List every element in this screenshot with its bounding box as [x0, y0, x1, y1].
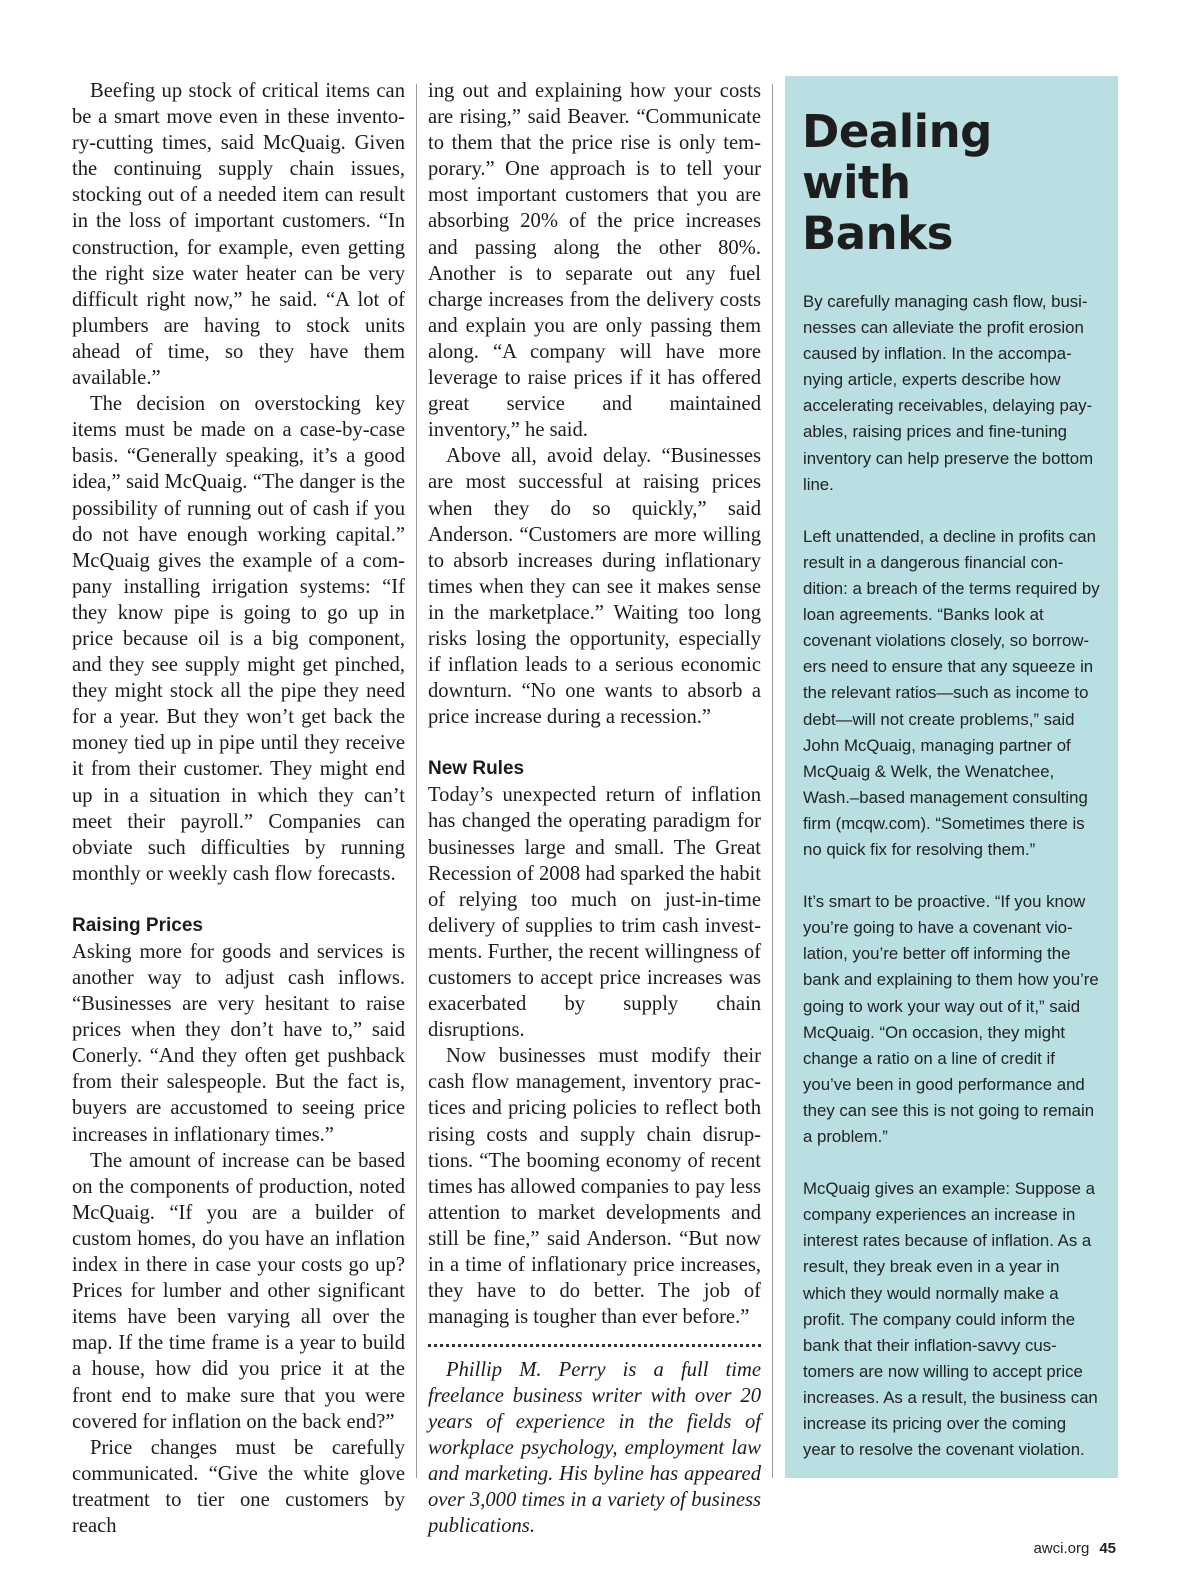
- sidebar-paragraph: McQuaig gives an example: Suppose a company experiences an increase in interest rates because of inflation. As a result, they break even in a year in which they would normally make a profit. The company could inform the bank that their inflation-savvy customers are now willing to accept price increases. As a result, the business can increase its pricing over the coming year to resolve the covenant violation.: [803, 1179, 1098, 1460]
- column-divider: [416, 84, 417, 1478]
- sidebar-title-line-1: Dealing with: [802, 105, 992, 209]
- footer-site-link[interactable]: awci.org: [1033, 1540, 1090, 1557]
- section-heading-raising-prices: Raising Prices: [72, 914, 203, 936]
- dotted-separator: [428, 1344, 761, 1347]
- article-column-1: [72, 78, 405, 1539]
- article-paragraph: Above all, avoid delay. “Businesses are most successful at raising prices when they do so quickly,” said Anderson. “Customers are more willing to absorb increases during inflationary times when they can see it makes sense in the marketplace.” Waiting too long risks losing the opportunity, especially if inflation leads to a serious economic downturn. “No one wants to absorb a price increase during a recession.”: [428, 445, 761, 729]
- article-column-2: [428, 78, 761, 1539]
- article-paragraph: Asking more for goods and services is another way to adjust cash inflows. “Businesses are very hesitant to raise prices when they don’t have to,” said Conerly. “And they often get pushback from their salespeople. But the fact is, buyers are accustomed to seeing price increases in inflationary times.”: [72, 940, 405, 1146]
- page-footer: [1033, 1540, 1116, 1557]
- column-divider: [772, 84, 773, 1478]
- author-bio: Phillip M. Perry is a full time freelance business writer with over 20 years of experience in the fields of workplace psychology, employment law and marketing. His byline has appeared over 3,000 times in a variety of business publications.: [428, 1359, 761, 1538]
- sidebar-paragraph: By carefully managing cash flow, businesses can alleviate the profit erosion caused by inflation. In the accompanying article, experts describe how accelerating receivables, delaying payables, raising prices and fine-tuning inventory can help preserve the bottom line.: [803, 292, 1094, 494]
- article-paragraph: The amount of increase can be based on the components of production, noted McQuaig. “If you are a builder of custom homes, do you have an inflation index in there in case your costs go up? Prices for lumber and other significant items have been varying all over the map. If the time frame is a year to build a house, how did you price it at the front end to make sure that you were covered for inflation on the back end?”: [72, 1149, 405, 1433]
- sidebar-paragraph: Left unattended, a decline in profits can result in a dangerous financial condition: a breach of the terms required by loan agreements. “Banks look at covenant violations closely, so borrowers need to ensure that any squeeze in the relevant ratios—such as income to debt—will not create problems,” said John McQuaig, managing partner of McQuaig & Welk, the Wenatchee, Wash.–based management consulting firm (mcqw.com). “Sometimes there is no quick fix for resolving them.”: [803, 526, 1100, 859]
- sidebar-paragraph: It’s smart to be proactive. “If you know you’re going to have a covenant violation, you’re better off informing the bank and explaining to them how you’re going to work your way out of it,” said McQuaig. “On occasion, they might change a ratio on a line of credit if you’ve been in good performance and they can see this is not going to remain a problem.”: [803, 892, 1099, 1146]
- page-number: 45: [1099, 1540, 1116, 1557]
- article-paragraph: ing out and explaining how your costs are rising,” said Beaver. “Communicate to them that the price rise is only temporary.” One approach is to tell your most important customers that you are absorbing 20% of the price increases and passing along the other 80%. Another is to separate out any fuel charge increases from the delivery costs and explain you are only passing them along. “A company will have more leverage to raise prices if it has offered great service and maintained inventory,” he said.: [428, 80, 761, 442]
- section-heading-new-rules: New Rules: [428, 758, 525, 780]
- sidebar-title-line-2: Banks: [802, 207, 953, 260]
- article-paragraph: Now businesses must modify their cash flow management, inventory practices and pricing policies to reflect both rising costs and supply chain disruptions. “The booming economy of recent times has allowed companies to pay less attention to market developments and still be fine,” said Anderson. “But now in a time of inflationary price increases, they have to do better. The job of managing is tougher than ever before.”: [428, 1045, 761, 1329]
- article-paragraph: The decision on overstocking key items must be made on a case-by-case basis. “Generally speaking, it’s a good idea,” said McQuaig. “The danger is the possibility of running out of cash if you do not have enough working capital.” McQuaig gives the example of a company installing irrigation systems: “If they know pipe is going to go up in price because oil is a big component, and they see supply might get pinched, they might stock all the pipe they need for a year. But they won’t get back the money tied up in pipe until they receive it from their customer. They might end up in a situation in which they can’t meet their payroll.” Companies can obviate such difficulties by running monthly or weekly cash flow forecasts.: [72, 393, 405, 885]
- article-paragraph: Beefing up stock of critical items can be a smart move even in these inventory-cutting times, said McQuaig. Given the continuing supply chain issues, stocking out of a needed item can result in the loss of important customers. “In construction, for example, even getting the right size water heater can be very difficult right now,” he said. “A lot of plumbers are having to stock units ahead of time, so they have them available.”: [72, 80, 405, 390]
- sidebar-title: [802, 106, 1100, 259]
- sidebar-box: [785, 76, 1118, 1478]
- article-paragraph: Today’s unexpected return of inflation has changed the operating paradigm for businesses large and small. The Great Recession of 2008 had sparked the habit of relying too much on just-in-time delivery of supplies to trim cash investments. Further, the recent willingness of customers to accept price increases was exacerbated by supply chain disruptions.: [428, 784, 761, 1042]
- article-paragraph: Price changes must be carefully communicated. “Give the white glove treatment to tier one customers by reach: [72, 1436, 405, 1537]
